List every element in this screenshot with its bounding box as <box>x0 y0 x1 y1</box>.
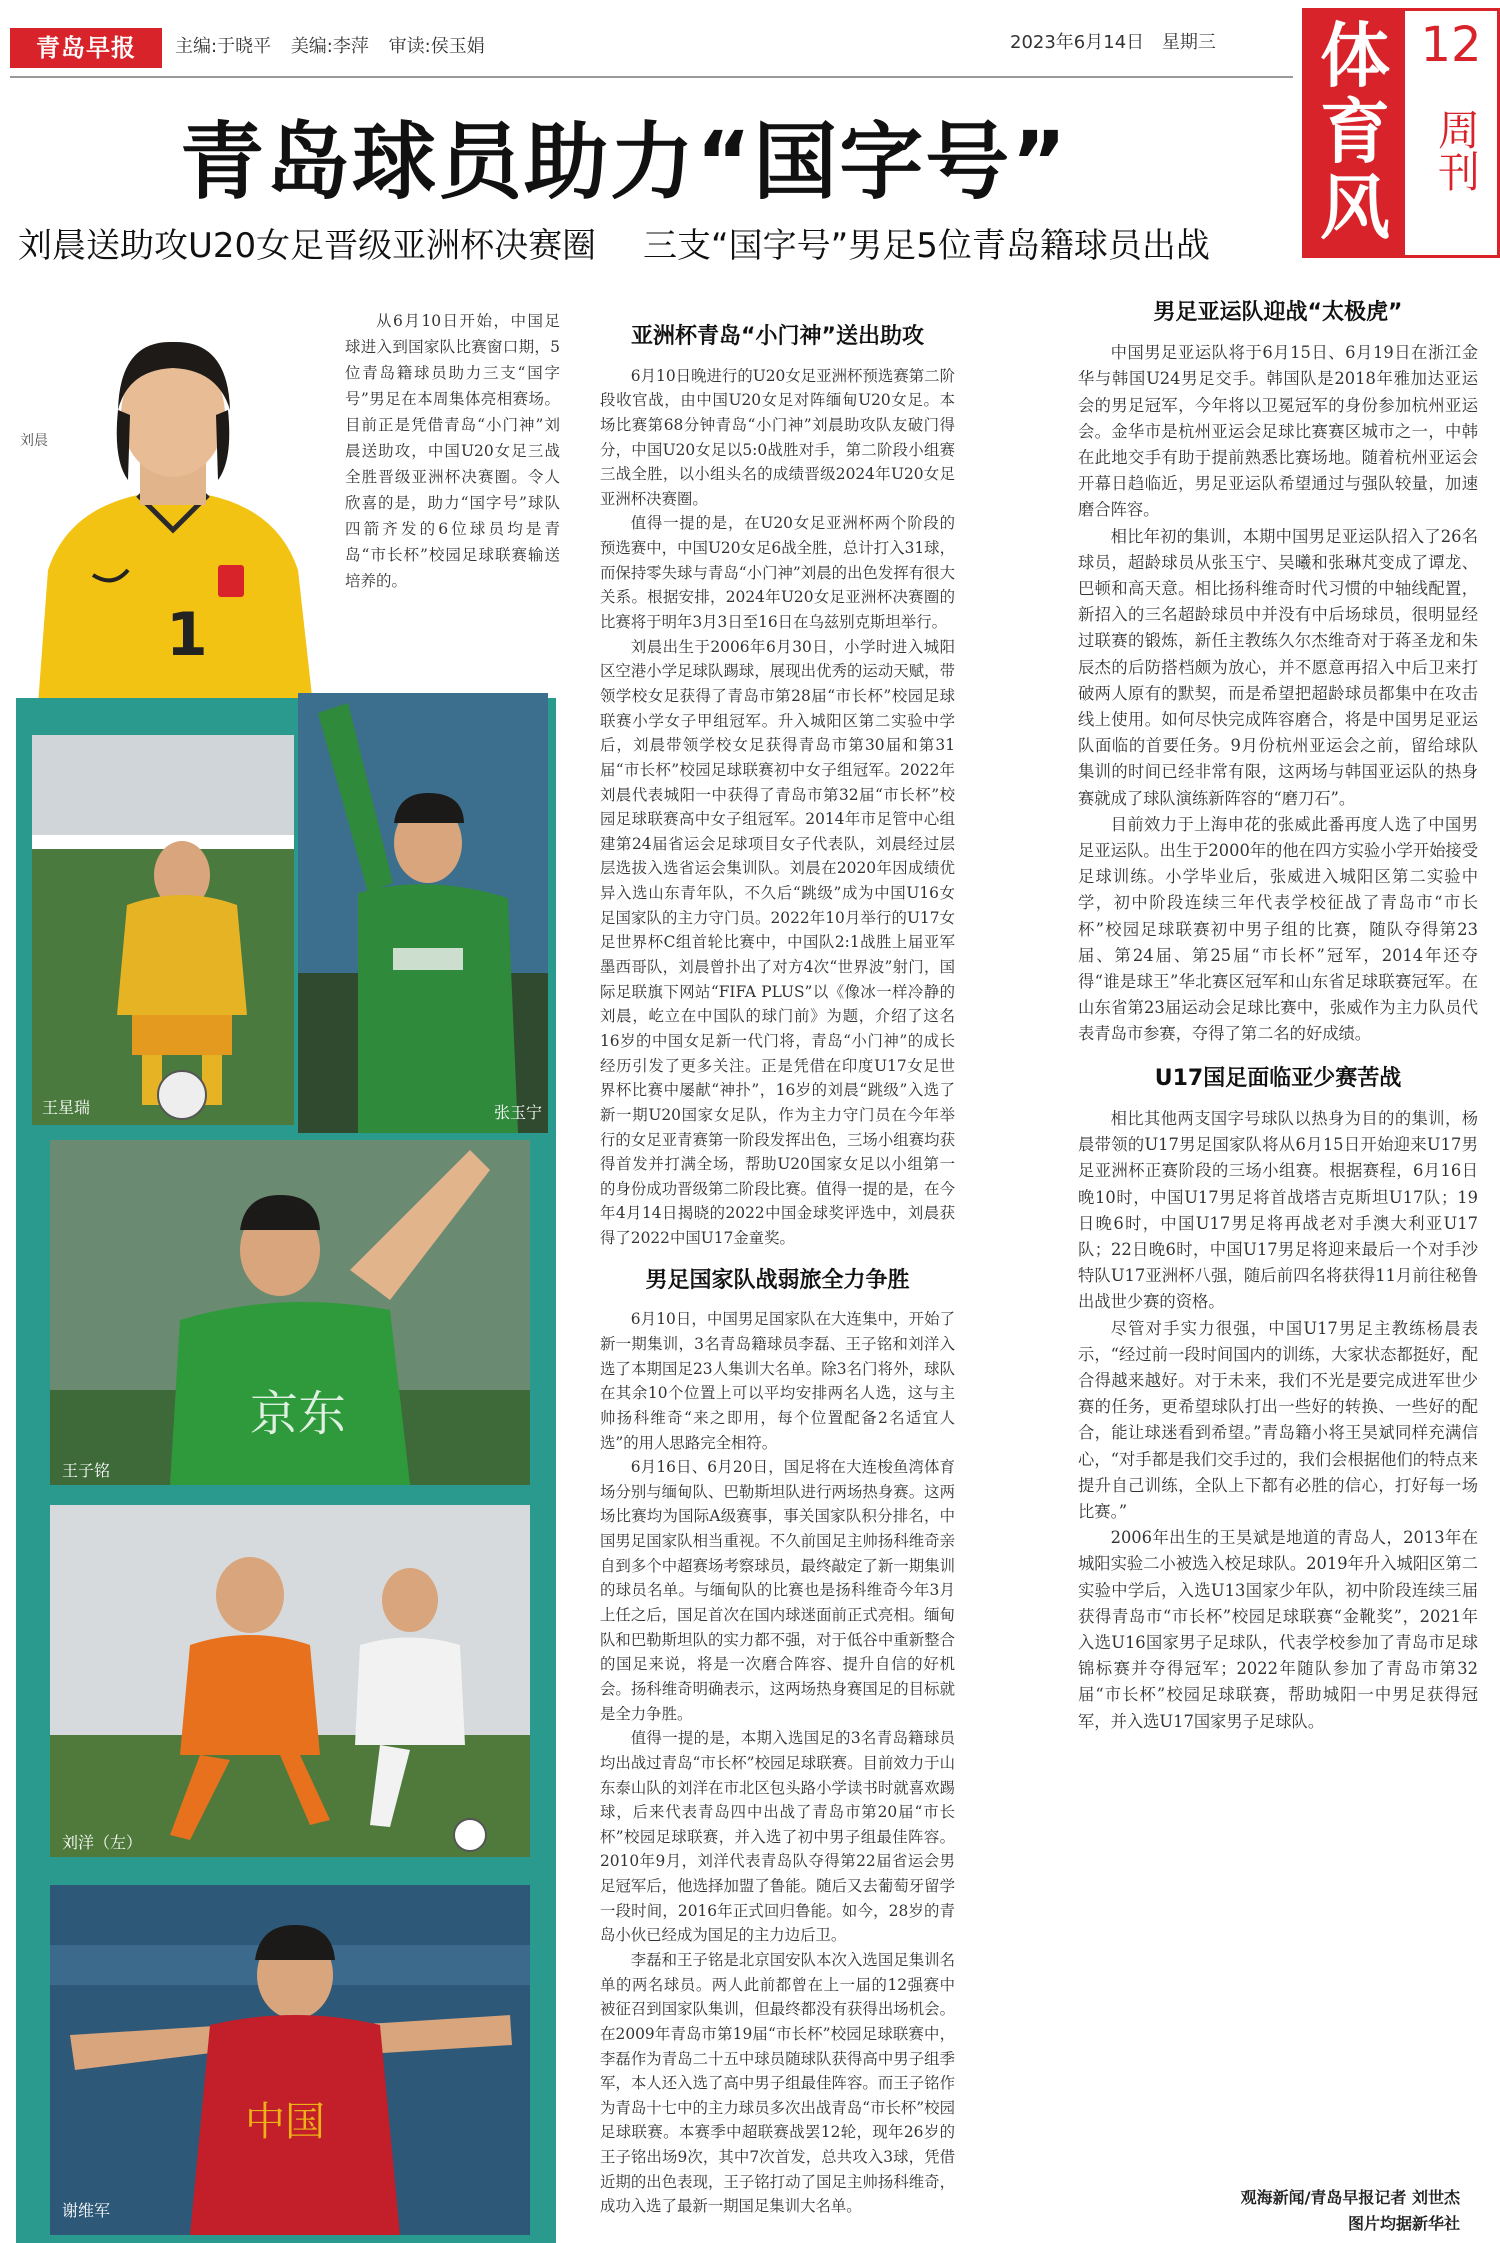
heading-national-team-article: 男足国家队战弱旅全力争胜 <box>645 1267 910 1293</box>
lead-photo-caption: 刘晨 <box>20 433 48 449</box>
svg-text:中国: 中国 <box>245 2099 325 2145</box>
column-middle <box>600 325 955 2219</box>
caption-liu-yang: 刘洋（左） <box>62 1833 143 1852</box>
u17-paragraph: 相比其他两支国字号球队以热身为目的的集训，杨晨带领的U17男足国家队将从6月15日开始迎来U17男足亚洲杯正赛阶段的三场小组赛。根据赛程，6月16日晚10时，中国U17男足将首战塔吉克斯坦U17队；19日晚6时，中国U17男足将再战老对手澳大利亚U17队；22日晚6时，中国U17男足将迎来最后一个对手沙特队U17亚洲杯八强，随后前四名将获得11月前往秘鲁出战世少赛的资格。 <box>1078 1108 1478 1312</box>
photo-wang-xingrui <box>32 735 294 1125</box>
heading-u20-article: 亚洲杯青岛“小门神”送出助攻 <box>631 324 924 349</box>
svg-text:1: 1 <box>166 600 208 670</box>
subheadline <box>18 218 1246 267</box>
u20-paragraph: 6月10日晚进行的U20女足亚洲杯预选赛第二阶段收官战，由中国U20女足对阵缅甸U20女足。本场比赛第68分钟青岛“小门神”刘晨助攻队友破门得分，中国U20女足以5:0战胜对手，第二阶段小组赛三战全胜，以小组头名的成绩晋级2024年U20女足亚洲杯决赛圈。 <box>600 366 955 508</box>
proofreader: 审读:侯玉娟 <box>388 36 485 57</box>
editor-credits <box>175 32 499 58</box>
caption-zhang-yuning: 张玉宁 <box>494 1103 543 1122</box>
caption-wang-xingrui: 王星瑞 <box>42 1098 91 1117</box>
national-paragraph: 6月10日，中国男足国家队在大连集中，开始了新一期集训，3名青岛籍球员李磊、王子铭和刘洋入选了本期国足23人集训大名单。除3名门将外，球队在其余10个位置上可以平均安排两名人选，这与主帅扬科维奇“来之即用，每个位置配备2名适宜人选”的用人思路完全相符。 <box>600 1310 955 1452</box>
newspaper-logo: 青岛早报 <box>10 28 162 68</box>
asian-games-paragraph: 相比年初的集训，本期中国男足亚运队招入了26名球员，超龄球员从张玉宁、吴曦和张琳芃变成了谭龙、巴顿和高天意。相比扬科维奇时代习惯的中轴线配置，新招入的三名超龄球员中并没有中后场球员，很明显经过联赛的锻炼，新任主教练久尔杰维奇对于蒋圣龙和朱辰杰的后防搭档颇为放心，并不愿意再招入中后卫来打破两人原有的默契，而是希望把超龄球员都集中在攻击线上使用。如何尽快完成阵容磨合，将是中国男足亚运队面临的首要任务。9月份杭州亚运会之前，留给球队集训的时间已经非常有限，这两场与韩国亚运队的热身赛就成了球队演练新阵容的“磨刀石”。 <box>1078 526 1478 808</box>
asian-games-paragraph: 目前效力于上海申花的张威此番再度人选了中国男足亚运队。出生于2000年的他在四方实验小学开始接受足球训练。小学毕业后，张威进入城阳区第二实验中学，初中阶段连续三年代表学校征战了青岛市“市长杯”校园足球联赛初中男子组的比赛，随队夺得第23届、第24届、第25届“市长杯”冠军，2014年还夺得“谁是球王”华北赛区冠军和山东省足球联赛冠军。在山东省第23届运动会足球比赛中，张威作为主力队员代表青岛市参赛，夺得了第二名的好成绩。 <box>1078 814 1478 1044</box>
issue-date: 2023年6月14日 <box>1010 32 1145 53</box>
lead-player-photo <box>28 320 318 705</box>
chief-editor: 主编:于晓平 <box>175 36 272 57</box>
section-brand <box>1302 8 1500 258</box>
national-paragraph: 6月16日、6月20日，国足将在大连梭鱼湾体育场分别与缅甸队、巴勒斯坦队进行两场热身赛。这两场比赛均为国际A级赛事，事关国家队积分排名，中国男足国家队相当重视。不久前国足主帅扬科维奇亲自到多个中超赛场考察球员，最终敲定了新一期集训的球员名单。与缅甸队的比赛也是扬科维奇今年3月上任之后，国足首次在国内球迷面前正式亮相。缅甸队和巴勒斯坦队的实力都不强，对于低谷中重新整合的国足来说，将是一次磨合阵容、提升自信的好机会。扬科维奇明确表示，这两场热身赛国足的目标就是全力争胜。 <box>600 1458 955 1723</box>
issue-weekday: 星期三 <box>1161 32 1216 53</box>
photo-wang-ziming <box>50 1140 530 1485</box>
caption-xie-weijun: 谢维军 <box>62 2201 111 2220</box>
art-editor: 美编:李萍 <box>290 36 369 57</box>
player-photo-illustration <box>50 1885 530 2235</box>
lead-intro-text: 从6月10日开始，中国足球进入到国家队比赛窗口期，5位青岛籍球员助力三支“国字号”男足在本周集体亮相赛场。目前正是凭借青岛“小门神”刘晨送助攻，中国U20女足三战全胜晋级亚洲杯决赛圈。令人欣喜的是，助力“国字号”球队四箭齐发的6位球员均是青岛“市长杯”校园足球联赛输送培养的。 <box>345 312 560 590</box>
national-paragraph: 李磊和王子铭是北京国安队本次入选国足集训名单的两名球员。两人此前都曾在上一届的12强赛中被征召到国家队集训，但最终都没有获得出场机会。在2009年青岛市第19届“市长杯”校园足球联赛中，李磊作为青岛二十五中球员随球队获得高中男子组季军，本人还入选了高中男子组最佳阵容。而王子铭作为青岛十七中的主力球员多次出战青岛“市长杯”校园足球联赛。本赛季中超联赛战罢12轮，现年26岁的王子铭出场9次，其中7次首发，总共攻入3球，凭借近期的出色表现，王子铭打动了国足主帅扬科维奇，成功入选了最新一期国足集训大名单。 <box>600 1951 955 2216</box>
player-photo-illustration <box>32 735 294 1125</box>
byline <box>1241 2185 1460 2237</box>
masthead <box>0 0 1290 88</box>
u17-paragraph: 尽管对手实力很强，中国U17男足主教练杨晨表示，“经过前一段时间国内的训练，大家状态都挺好，配合得越来越好。对于未来，我们不光是要完成进军世少赛的任务，更希望球队打出一些好的转换、一些好的配合，能让球迷看到希望。”青岛籍小将王昊斌同样充满信心，“对手都是我们交手过的，我们会根据他们的特点来提升自己训练，全队上下都有必胜的信心，打好每一场比赛。” <box>1078 1318 1478 1521</box>
heading-asian-games-article: 男足亚运队迎战“太极虎” <box>1153 300 1403 325</box>
national-paragraph: 值得一提的是，本期入选国足的3名青岛籍球员均出战过青岛“市长杯”校园足球联赛。目前效力于山东泰山队的刘洋在市北区包头路小学读书时就喜欢踢球，后来代表青岛四中出战了青岛市第20届“市长杯”校园足球联赛，并入选了初中男子组最佳阵容。2010年9月，刘洋代表青岛队夺得第22届省运会男足冠军后，他选择加盟了鲁能。随后又去葡萄牙留学一段时间，2016年正式回归鲁能。如今，28岁的青岛小伙已经成为国足的主力边后卫。 <box>600 1729 955 1945</box>
asian-games-paragraph: 中国男足亚运队将于6月15日、6月19日在浙江金华与韩国U24男足交手。韩国队是2018年雅加达亚运会的男足冠军，今年将以卫冕冠军的身份参加杭州亚运会。金华市是杭州亚运会足球比赛赛区城市之一，中韩在此地交手有助于提前熟悉比赛场地。随着杭州亚运会开幕日趋临近，男足亚运队希望通过与强队较量，加速磨合阵容。 <box>1078 343 1478 520</box>
page-headline: 青岛球员助力“国字号” <box>180 113 1069 211</box>
page-number: 12 <box>1420 17 1482 73</box>
section-weekly: 周刊 <box>1432 108 1481 192</box>
reporter-credit: 观海新闻/青岛早报记者 刘世杰 <box>1240 2188 1460 2207</box>
subhead-2: 三支“国字号”男足5位青岛籍球员出战 <box>642 226 1210 266</box>
caption-wang-ziming: 王子铭 <box>62 1461 111 1480</box>
u20-paragraph: 刘晨出生于2006年6月30日，小学时进入城阳区空港小学足球队踢球，展现出优秀的运动天赋，带领学校女足获得了青岛市第28届“市长杯”校园足球联赛小学女子甲组冠军。升入城阳区第二实验中学后，刘晨带领学校女足获得青岛市第30届和第31届“市长杯”校园足球联赛初中女子组冠军。2022年刘晨代表城阳一中获得了青岛市第32届“市长杯”校园足球联赛高中女子组冠军。2014年市足管中心组建第24届省运会足球项目女子代表队，刘晨经过层层选拔入选省运会集训队。刘晨在2020年因成绩优异入选山东青年队，不久后“跳级”成为中国U16女足国家队的主力守门员。2022年10月举行的U17女足世界杯C组首轮比赛中，中国队2:1战胜上届亚军墨西哥队，刘晨曾扑出了对方4次“世界波”射门，国际足联旗下网站“FIFA PLUS”以《像冰一样冷静的刘晨，屹立在中国队的球门前》为题，介绍了这名16岁的中国女足新一代门将，青岛“小门神”的成长经历引发了更多关注。正是凭借在印度U17女足世界杯比赛中屡献“神扑”，16岁的刘晨“跳级”入选了新一期U20国家女足队，作为主力守门员在今年举行的女足亚青赛第一阶段发挥出色，三场小组赛均获得首发并打满全场，帮助U20国家女足以小组第一的身份成功晋级第二阶段比赛。值得一提的是，在今年4月14日揭晓的2022中国金球奖评选中，刘晨获得了2022中国U17金童奖。 <box>600 637 955 1248</box>
header-rule <box>10 76 1293 78</box>
brand-side-panel <box>1402 8 1500 258</box>
svg-text:京东: 京东 <box>250 1386 347 1442</box>
u20-paragraph: 值得一提的是，在U20女足亚洲杯两个阶段的预选赛中，中国U20女足6战全胜，总计打入31球，而保持零失球与青岛“小门神”刘晨的出色发挥有很大关系。根据安排，2024年U20女足亚洲杯决赛圈的比赛将于明年3月3日至16日在乌兹别克斯坦举行。 <box>600 514 955 632</box>
player-photo-illustration <box>298 693 548 1133</box>
photo-zhang-yuning <box>298 693 548 1133</box>
heading-u17-article: U17国足面临亚少赛苦战 <box>1154 1065 1402 1091</box>
player-photo-illustration <box>50 1140 530 1485</box>
u17-paragraph: 2006年出生的王昊斌是地道的青岛人，2013年在城阳实验二小被选入校足球队。2019年升入城阳区第二实验中学后，入选U13国家少年队，初中阶段连续三届获得青岛市“市长杯”校园足球联赛“金靴奖”，2021年入选U16国家男子足球队，代表学校参加了青岛市足球锦标赛并夺得冠军；2022年随队参加了青岛市第32届“市长杯”校园足球联赛，帮助城阳一中男足获得冠军，并入选U17国家男子足球队。 <box>1078 1528 1478 1731</box>
column-right <box>1078 300 1478 1735</box>
dateline <box>1010 28 1228 54</box>
subhead-1: 刘晨送助攻U20女足晋级亚洲杯决赛圈 <box>18 226 597 266</box>
section-title: 体育风 <box>1320 15 1390 249</box>
photo-credit: 图片均据新华社 <box>1347 2214 1460 2233</box>
photo-liu-yang <box>50 1505 530 1857</box>
goalkeeper-illustration <box>28 320 318 705</box>
player-photo-illustration <box>50 1505 530 1857</box>
photo-xie-weijun <box>50 1885 530 2235</box>
